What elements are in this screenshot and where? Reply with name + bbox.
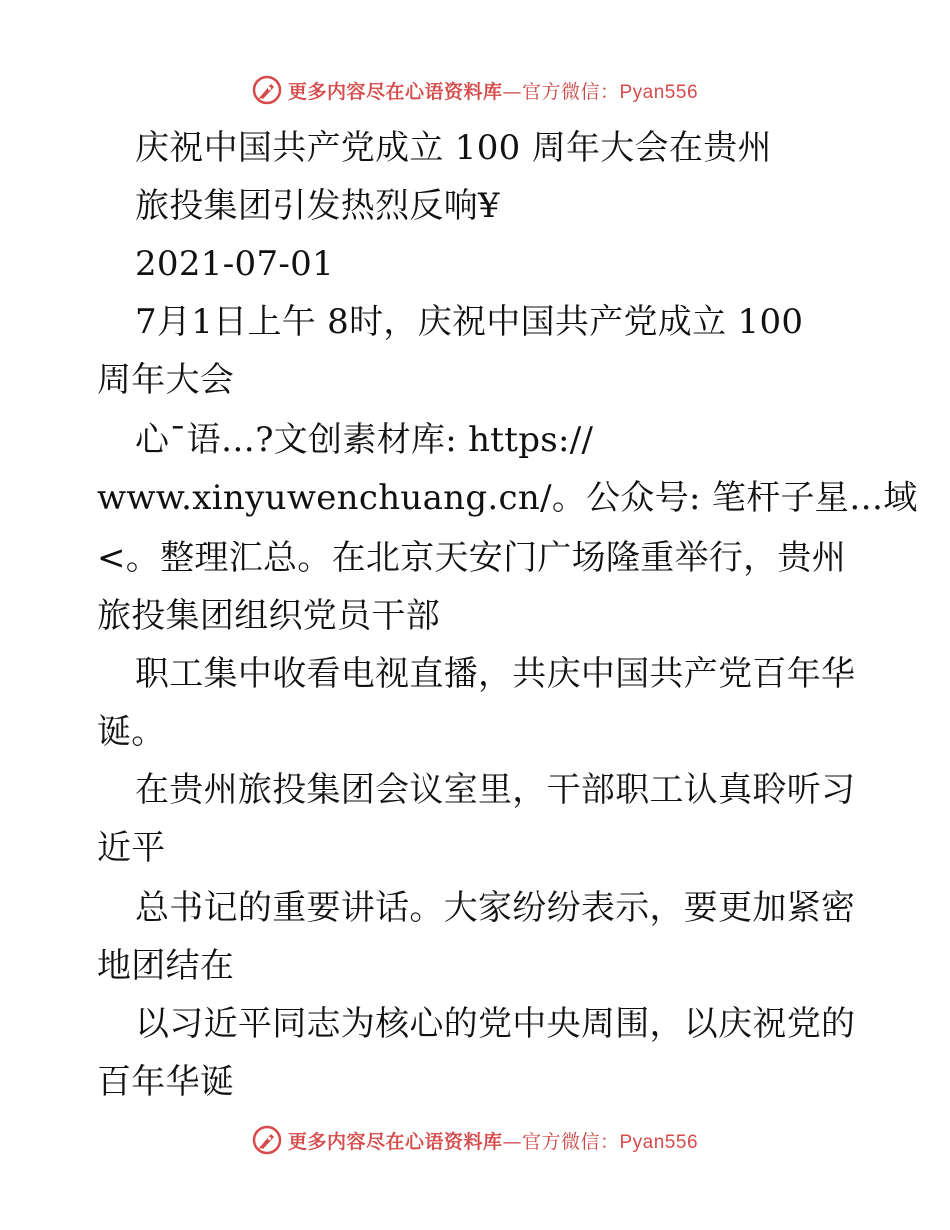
date-line: 2021-07-01 <box>135 244 335 284</box>
pen-nib-logo-icon <box>252 1125 282 1155</box>
paragraph-line: 在贵州旅投集团会议室里，干部职工认真聆听习 <box>135 770 856 810</box>
header-banner <box>0 70 950 110</box>
header-banner-text <box>288 77 698 104</box>
footer-banner-main: 更多内容尽在心语资料库 <box>287 1130 503 1153</box>
paragraph-line: 以习近平同志为核心的党中央周围，以庆祝党的 <box>135 1004 856 1044</box>
paragraph-line: <。整理汇总。在北京天安门广场隆重举行，贵州 <box>97 538 847 578</box>
footer-banner-official: —官方微信： <box>502 1130 620 1153</box>
footer-banner <box>0 1120 950 1160</box>
paragraph-line: 近平 <box>97 828 166 868</box>
header-banner-main: 更多内容尽在心语资料库 <box>287 80 503 103</box>
paragraph-line: 7月1日上午 8时，庆祝中国共产党成立 100 <box>135 302 804 342</box>
header-banner-wechat: Pyan556 <box>619 81 699 103</box>
paragraph-line: 地团结在 <box>97 946 235 986</box>
paragraph-line: 心¯语…?文创素材库: https:// <box>135 420 594 460</box>
pen-nib-logo-icon <box>252 75 282 105</box>
title-line-2: 旅投集团引发热烈反响¥ <box>135 186 500 226</box>
paragraph-line: 百年华诞 <box>97 1062 235 1102</box>
paragraph-line: 总书记的重要讲话。大家纷纷表示，要更加紧密 <box>135 888 856 928</box>
paragraph-line: www.xinyuwenchuang.cn/。公众号: 笔杆子星…域 <box>97 478 918 518</box>
title-line-1: 庆祝中国共产党成立 100 周年大会在贵州 <box>135 128 772 168</box>
paragraph-line: 旅投集团组织党员干部 <box>97 596 440 636</box>
paragraph-line: 职工集中收看电视直播，共庆中国共产党百年华 <box>135 654 856 694</box>
paragraph-line: 诞。 <box>97 712 166 752</box>
footer-banner-wechat: Pyan556 <box>619 1131 699 1153</box>
header-banner-official: —官方微信： <box>502 80 620 103</box>
paragraph-line: 周年大会 <box>97 360 235 400</box>
footer-banner-text <box>288 1127 698 1154</box>
